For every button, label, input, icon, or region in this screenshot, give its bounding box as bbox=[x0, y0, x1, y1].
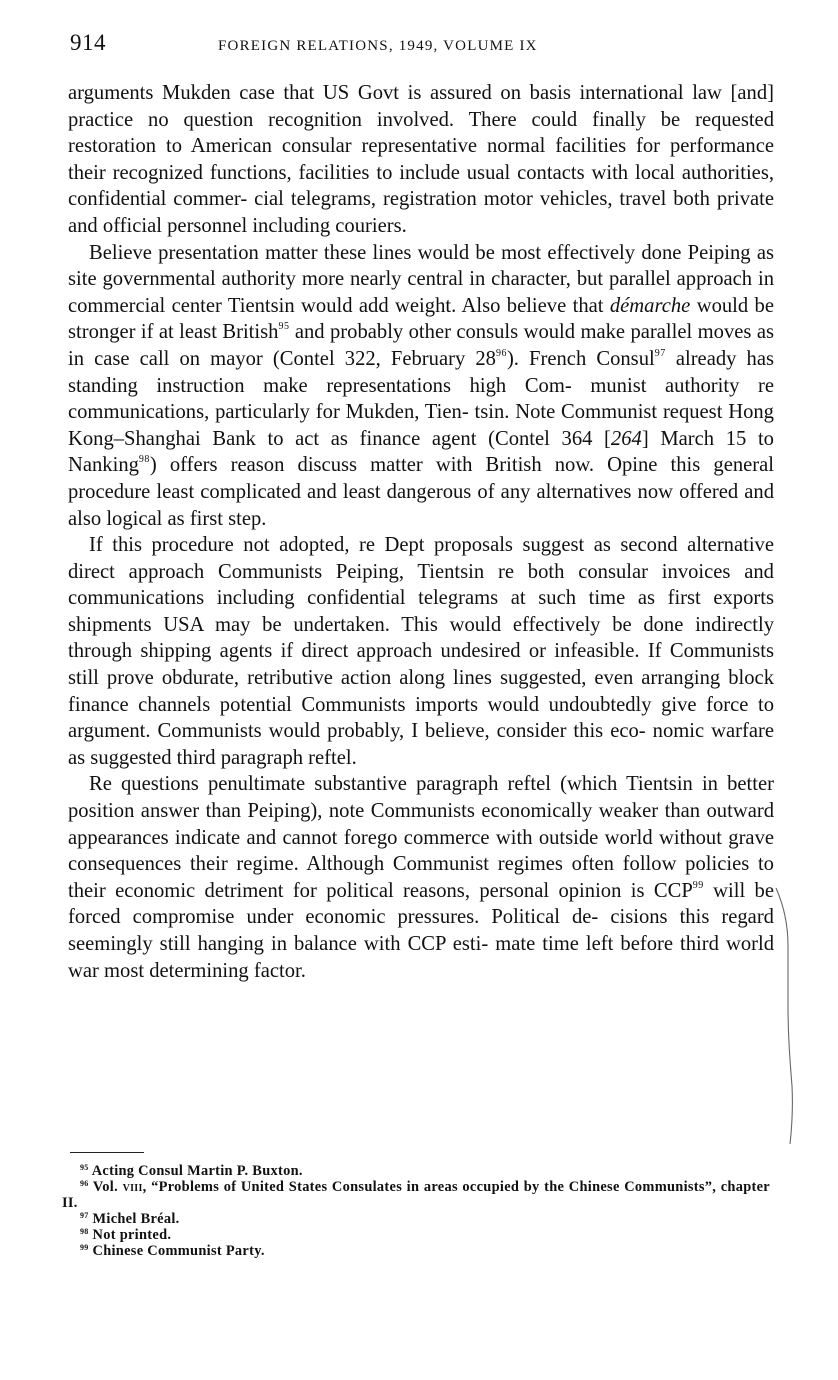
text-line: to argument. Communists would probably, I believe, consider this eco- bbox=[68, 693, 774, 743]
text-line: official personnel including couriers. bbox=[102, 214, 407, 237]
text-line: nomic warfare as suggested third paragraph reftel. bbox=[68, 720, 775, 769]
text-line: tsin. Note Communist request Hong Kong–Shanghai Bank to act as bbox=[68, 401, 774, 450]
text-segment: British bbox=[222, 321, 279, 344]
text-segment: add weight. Also believe that bbox=[358, 294, 610, 317]
footnote-ref-99: 99 bbox=[692, 879, 704, 891]
text-line: normal facilities for performance their recognized functions, facilities bbox=[68, 135, 774, 184]
text-line: cial telegrams, registration motor vehicles, travel both private and bbox=[68, 188, 774, 237]
text-line: consular invoices and communications including confidential telegrams bbox=[68, 560, 774, 610]
volume-number: viii bbox=[122, 1179, 143, 1195]
text-line: regime. Although Communist regimes often follow policies to their bbox=[68, 853, 774, 902]
text-segment: finance agent (Contel 364 [ bbox=[359, 427, 611, 450]
body-text bbox=[68, 80, 774, 984]
text-line: approach undesired or infeasible. If Communists still prove obdurate, bbox=[68, 640, 774, 690]
page-number: 914 bbox=[70, 30, 106, 55]
footnote-96 bbox=[62, 1179, 770, 1211]
text-line: channels potential Communists imports would undoubtedly give force bbox=[138, 693, 749, 716]
text-line: done Peiping as site governmental authority more nearly central in bbox=[68, 241, 774, 291]
footnote-ref-97: 97 bbox=[654, 347, 666, 359]
text-line: cisions this regard seemingly still hanging in balance with CCP esti- bbox=[68, 906, 774, 955]
footnote-text: Not printed. bbox=[92, 1227, 172, 1243]
text-line: already has standing instruction make representations high Com- bbox=[68, 347, 774, 397]
footnote-98 bbox=[62, 1227, 770, 1243]
footnote-text: Chinese Communist Party. bbox=[92, 1243, 265, 1259]
text-line: complicated and least dangerous of any alternatives now offered and bbox=[200, 480, 774, 503]
text-segment: ). French Consul bbox=[506, 347, 655, 370]
text-segment: economic detriment for political reasons, personal opinion is CCP bbox=[115, 879, 693, 902]
italic-correction: 264 bbox=[610, 427, 642, 450]
footnote-97 bbox=[62, 1211, 770, 1227]
text-line: will be forced compromise under economic pressures. Political de- bbox=[68, 879, 774, 929]
text-line: would effectively be done indirectly through shipping agents if direct bbox=[68, 613, 774, 663]
text-line: at such time as first exports shipments USA may be undertaken. This bbox=[68, 587, 774, 636]
footnote-mark: 98 bbox=[80, 1227, 89, 1236]
footnote-99 bbox=[62, 1243, 770, 1259]
footnote-rule bbox=[70, 1152, 144, 1153]
footnote-mark: 95 bbox=[80, 1163, 89, 1172]
text-segment: ] March 15 to Nanking bbox=[68, 427, 774, 477]
text-line: also logical as first step. bbox=[68, 507, 267, 530]
footnote-mark: 99 bbox=[80, 1243, 89, 1252]
footnote-ref-98: 98 bbox=[138, 454, 150, 466]
footnote-ref-95: 95 bbox=[278, 321, 290, 333]
italic-term: démarche bbox=[609, 294, 691, 317]
text-line: discuss matter with British now. Opine this general procedure least bbox=[68, 454, 774, 503]
footnote-text: Michel Bréal. bbox=[92, 1211, 180, 1227]
text-line: alternative direct approach Communists Peiping, Tientsin re both bbox=[68, 534, 774, 583]
text-line: character, but parallel approach in commercial center Tientsin would bbox=[68, 268, 774, 317]
footnote-text: Vol. bbox=[92, 1179, 123, 1195]
paragraph-4 bbox=[68, 771, 774, 984]
footnotes bbox=[62, 1163, 770, 1259]
paragraph-1 bbox=[68, 80, 774, 240]
text-line: Tientsin in better position answer than Peiping), note Communists bbox=[68, 773, 774, 823]
footnote-ref-96: 96 bbox=[495, 347, 507, 359]
paragraph-3 bbox=[68, 532, 774, 771]
text-line: economically weaker than outward appearances indicate and cannot bbox=[68, 800, 774, 849]
paragraph-2 bbox=[68, 240, 774, 533]
text-line: law [and] practice no question recognition involved. There could bbox=[68, 82, 775, 131]
text-line: Believe presentation matter these lines would be most effectively bbox=[89, 241, 636, 264]
text-line: arguments Mukden case that US Govt is assured on basis international bbox=[68, 82, 684, 104]
text-segment: and probably other consuls would make parallel moves as bbox=[289, 321, 774, 344]
page-header bbox=[70, 30, 770, 64]
footnote-text: , “Problems of United States Consulates in areas occupied by the Chinese Communists”, chapter II. bbox=[62, 1179, 770, 1211]
text-line: munist authority re communications, particularly for Mukden, Tien- bbox=[68, 374, 775, 424]
text-line: to include usual contacts with local authorities, confidential commer- bbox=[68, 161, 774, 211]
footnote-mark: 97 bbox=[80, 1211, 89, 1220]
text-segment: in case call on mayor (Contel 322, February 28 bbox=[68, 347, 496, 370]
text-line: forego commerce with outside world without grave consequences their bbox=[68, 826, 775, 876]
margin-bracket-icon bbox=[770, 886, 800, 1146]
footnote-mark: 96 bbox=[80, 1179, 89, 1188]
running-head: FOREIGN RELATIONS, 1949, VOLUME IX bbox=[218, 38, 538, 54]
text-segment: ) offers reason bbox=[149, 454, 285, 477]
text-line: Re questions penultimate substantive paragraph reftel (which bbox=[89, 773, 618, 796]
text-line: If this procedure not adopted, re Dept proposals suggest as second bbox=[89, 534, 678, 557]
footnote-text: Acting Consul Martin P. Buxton. bbox=[91, 1163, 303, 1179]
text-line: mate time left before third world war most determining factor. bbox=[68, 933, 774, 982]
text-segment: would be stronger if at least bbox=[68, 294, 774, 344]
text-line: finally be requested restoration to American consular representative bbox=[68, 108, 774, 158]
footnote-95 bbox=[62, 1163, 770, 1179]
text-line: retributive action along lines suggested, even arranging block finance bbox=[68, 667, 774, 716]
